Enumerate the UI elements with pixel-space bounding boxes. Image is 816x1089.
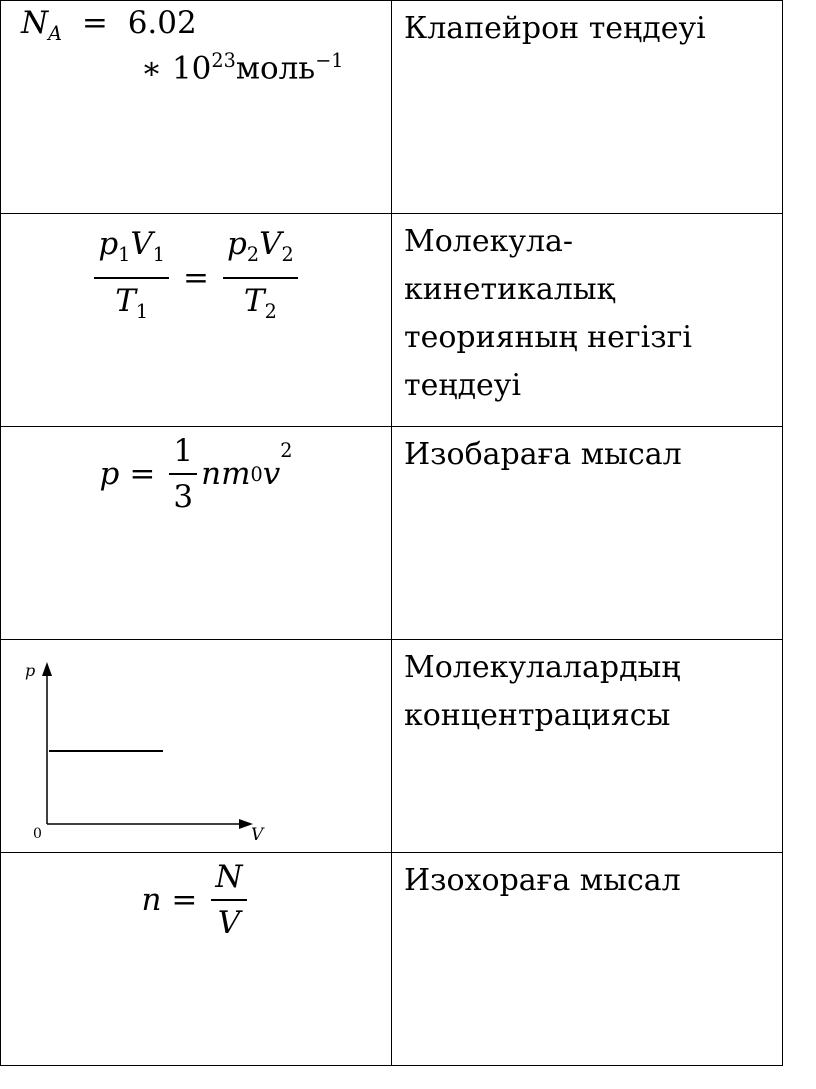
row-label: Изобараға мысал	[404, 437, 682, 472]
denominator: V	[217, 905, 241, 941]
equals-sign: =	[81, 5, 108, 41]
times-sign: ∗	[141, 50, 163, 87]
sub-0: 0	[250, 462, 263, 486]
one-third-fraction	[169, 431, 197, 517]
formula-cell	[1, 1, 392, 214]
table-row	[1, 214, 783, 427]
row-label: Изохораға мысал	[404, 863, 681, 898]
subscript-a: A	[48, 22, 62, 46]
var-m: m	[221, 456, 251, 492]
sub-1: 1	[152, 243, 165, 267]
value-number: 6.02	[127, 5, 197, 41]
sub-2: 2	[281, 243, 294, 267]
concentration-formula	[1, 853, 391, 943]
isobaric-graph	[11, 648, 291, 848]
mkt-formula	[1, 427, 391, 517]
base-number: 10	[171, 50, 212, 87]
numerator: N	[215, 859, 243, 895]
symbol-n: N	[21, 5, 49, 41]
table-row	[1, 427, 783, 640]
y-axis-label: p	[25, 661, 36, 680]
var-t: T	[243, 283, 265, 320]
var-v: v	[262, 456, 281, 492]
equals-sign: =	[183, 260, 209, 297]
sub-1: 1	[135, 300, 149, 324]
label-cell	[392, 853, 783, 1066]
table-row	[1, 853, 783, 1066]
exponent: 23	[211, 49, 236, 72]
n-over-v-fraction	[211, 857, 246, 943]
y-axis-arrow-icon	[42, 662, 52, 676]
unit-exponent: −1	[315, 49, 344, 72]
sub-2: 2	[246, 243, 260, 267]
unit-text: моль	[235, 50, 316, 87]
label-cell	[392, 640, 783, 853]
x-axis-label: V	[251, 825, 264, 845]
label-cell	[392, 427, 783, 640]
formula-cell	[1, 214, 392, 427]
label-cell	[392, 214, 783, 427]
formula-cell	[1, 427, 392, 640]
right-fraction	[223, 224, 298, 332]
equals-sign: =	[171, 882, 198, 918]
formula-cell	[1, 853, 392, 1066]
var-n: n	[201, 456, 222, 492]
equals-sign: =	[129, 456, 156, 492]
graph-cell	[1, 640, 392, 853]
exponent-2: 2	[280, 439, 293, 462]
origin-label: 0	[33, 826, 42, 842]
row-label: Молекулалардың концентрациясы	[404, 650, 681, 733]
table-row	[1, 640, 783, 853]
var-t: T	[115, 283, 136, 320]
label-cell	[392, 1, 783, 214]
var-v: V	[130, 226, 153, 262]
numerator: 1	[173, 433, 194, 469]
clapeyron-formula	[1, 214, 391, 332]
left-fraction	[94, 224, 169, 332]
var-p: p	[226, 226, 247, 262]
var-v: V	[259, 226, 282, 262]
var-p: p	[99, 456, 120, 492]
var-n: n	[141, 882, 162, 918]
row-label: Клапейрон теңдеуі	[404, 11, 706, 46]
sub-1: 1	[118, 243, 131, 267]
row-label: Молекула-кинетикалық теорияның негізгі теңдеуі	[404, 224, 692, 403]
table-row	[1, 1, 783, 214]
denominator: 3	[173, 479, 194, 515]
sub-2: 2	[264, 300, 277, 324]
avogadro-formula	[1, 1, 391, 213]
var-p: p	[98, 226, 119, 262]
